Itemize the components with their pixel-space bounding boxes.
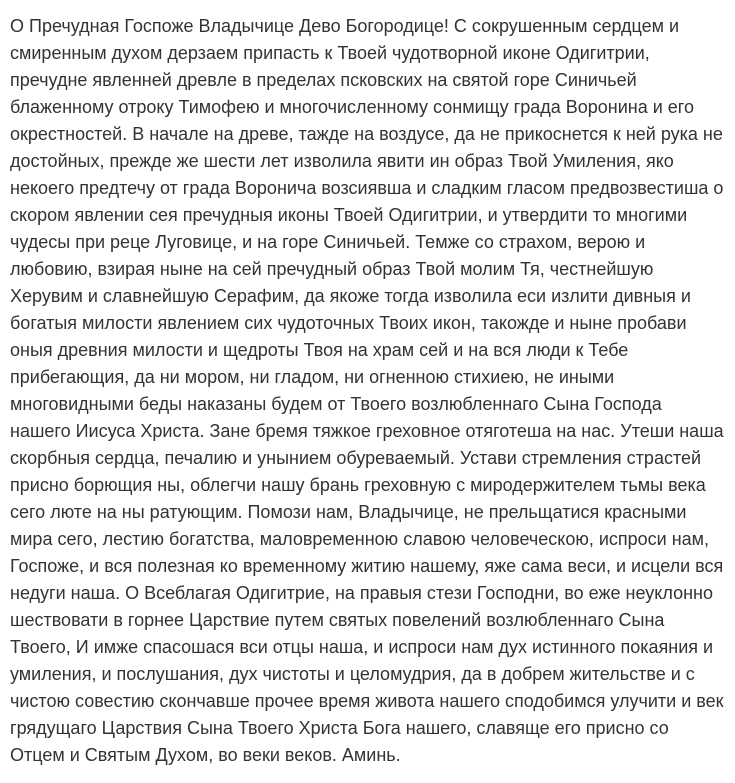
text-line: грядущаго Царствия Сына Твоего Христа Бога нашего, славяще его присно со [10, 718, 669, 738]
text-line: Твоего, И имже спасошася вси отцы наша, и испроси нам дух истинного покаяния и [10, 637, 714, 657]
text-line: блаженному отроку Тимофею и многочисленному сонмищу града Воронина и его [10, 97, 694, 117]
text-line: чистою совестию скончавше прочее время живота нашего сподобимся улучити и век [10, 691, 724, 711]
text-line: сего люте на ны ратующим. Помози нам, Владычице, не прельщатися красными [10, 502, 687, 522]
text-line: пречудне явленней древле в пределах псковских на святой горе Синичьей [10, 70, 637, 90]
text-line: чудесы при реце Луговице, и на горе Синичьей. Темже со страхом, верою и [10, 232, 646, 252]
text-line: некоего предтечу от града Воронича возсиявша и сладким гласом предвозвестиша о [10, 178, 724, 198]
text-line: скорбныя сердца, печалию и унынием обуреваемый. Устави стремления страстей [10, 448, 702, 468]
text-line: Херувим и славнейшую Серафим, да якоже тогда изволила еси излити дивныя и [10, 286, 691, 306]
text-line: скором явлении сея пречудныя иконы Твоей Одигитрии, и утвердити то многими [10, 205, 688, 225]
text-line: Госпоже, и вся полезная ко временному житию нашему, яже сама веси, и исцели вся [10, 556, 724, 576]
text-line: недуги наша. О Всеблагая Одигитрие, на правыя стези Господни, во еже неуклонно [10, 583, 713, 603]
text-line: окрестностей. В начале на древе, тажде на воздусе, да не прикоснется к ней рука не [10, 124, 723, 144]
text-line: любовию, взирая ныне на сей пречудный образ Твой молим Тя, честнейшую [10, 259, 654, 279]
text-line: шествовати в горнее Царствие путем святых повелений возлюбленнаго Сына [10, 610, 665, 630]
text-line: мира сего, лестию богатства, маловременною славою человеческою, испроси нам, [10, 529, 710, 549]
text-line: нашего Иисуса Христа. Зане бремя тяжкое греховное отяготеша на нас. Утеши наша [10, 421, 724, 441]
text-line: присно борющия ны, облегчи нашу брань греховную с миродержителем тьмы века [10, 475, 706, 495]
text-line: оныя древния милости и щедроты Твоя на храм сей и на вся люди к Тебе [10, 340, 629, 360]
text-line: богатыя милости явлением сих чудоточных Твоих икон, такожде и ныне пробави [10, 313, 687, 333]
text-line: многовидными беды наказаны будем от Твоего возлюбленнаго Сына Господа [10, 394, 662, 414]
text-line: О Пречудная Госпоже Владычице Дево Богородице! С сокрушенным сердцем и [10, 16, 680, 36]
text-line: смиренным духом дерзаем припасть к Твоей чудотворной иконе Одигитрии, [10, 43, 650, 63]
text-line: прибегающия, да ни мором, ни гладом, ни огненною стихиею, не иными [10, 367, 615, 387]
text-line: умиления, и послушания, дух чистоты и целомудрия, да в добрем жительстве и с [10, 664, 695, 684]
text-line: Отцем и Святым Духом, во веки веков. Аминь. [10, 745, 401, 765]
text-line: достойных, прежде же шести лет изволила явити ин образ Твой Умиления, яко [10, 151, 674, 171]
prayer-text [10, 13, 732, 769]
